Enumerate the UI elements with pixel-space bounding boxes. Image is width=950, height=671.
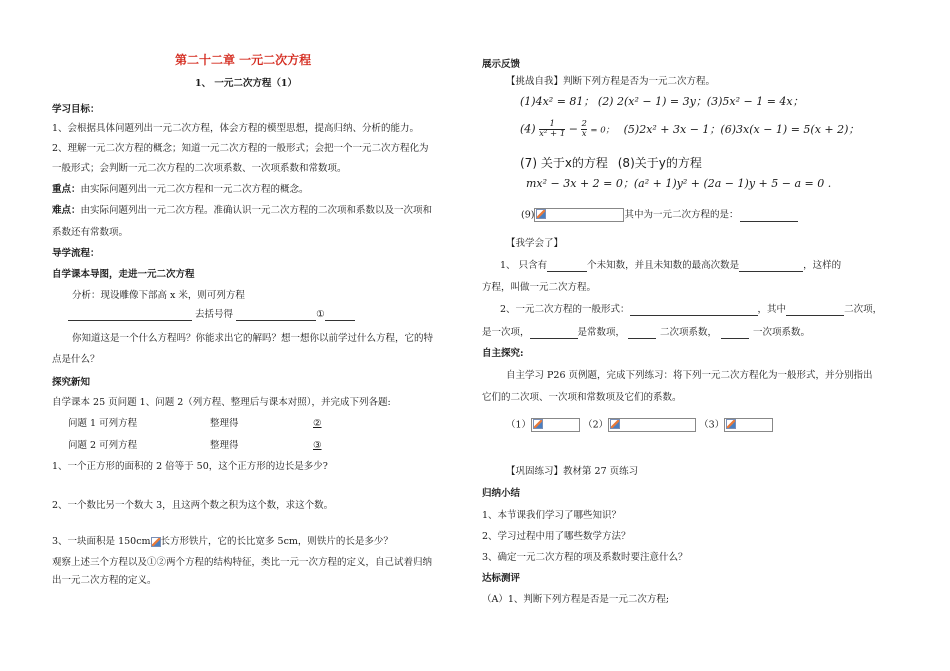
learned-line-3 [482,327,810,339]
objective-2: 2、理解一元二次方程的概念；知道一元二次方程的一般形式；会把一个一元二次方程化为 [52,143,429,154]
learned-3a: 是一次项， [482,327,530,338]
embedded-equation-icon [536,209,546,219]
learned-2b: ，其中 [757,304,787,315]
question-2: 2、一个数比另一个数大 3，且这两个数之积为这个数，求这个数。 [52,500,334,511]
explore-heading: 自主探究: [482,348,524,359]
eq4-fraction-2-den: x [581,129,587,139]
equation-5-6: (5)2x² + 3x − 1；(6)3x(x − 1) = 5(x + 2)； [623,122,860,136]
key-label: 重点： [52,184,81,195]
summary-2: 2、学习过程中用了哪些数学方法？ [482,531,631,542]
box-2-label: （2） [583,419,609,431]
eq4-fraction-2 [581,120,586,139]
answer-blank[interactable] [236,310,316,321]
bracket-line [68,309,355,321]
equation-9-line [521,208,798,222]
exercise-boxes [506,418,773,432]
embedded-equation-box[interactable] [531,418,580,432]
key-point [52,184,309,196]
equation-9-label: (9) [521,209,535,221]
question-cont: 点是什么？ [52,354,100,365]
learned-2a: 2、一元二次方程的一般形式： [500,304,630,315]
question-3 [52,536,393,548]
explore-heading: 探究新知 [52,377,91,388]
eq4-fraction-1 [539,120,565,139]
circle-3: ③ [313,440,322,451]
embedded-equation-icon [726,419,736,429]
eq4-fraction-2-num: 2 [581,119,587,129]
equation-row-4: mx² − 3x + 2 = 0；(a² + 1)y² + (2a − 1)y + 5 − a = 0 . [526,177,832,190]
bracket-label: 去括号得 [195,309,234,320]
answer-blank[interactable] [786,305,844,316]
learned-1a: 1、 只含有 [500,260,548,271]
objectives-heading: 学习目标： [52,104,100,115]
learned-3d: 一次项系数。 [753,327,811,338]
problem-1-label: 问题 1 可列方程 [68,418,138,429]
box-1-label: （1） [506,419,532,431]
answer-blank[interactable] [628,328,656,339]
test-heading: 达标测评 [482,573,521,584]
circle-1: ① [316,309,325,320]
observe-cont: 出一元二次方程的定义。 [52,575,157,586]
objective-2-cont: 一般形式；会判断一元二次方程的二次项系数、一次项系数和常数项。 [52,163,347,174]
question-3-part-a: 3、一块面积是 150cm [52,536,151,547]
embedded-equation-box[interactable] [724,418,773,432]
eq4-fraction-1-den: x² + 1 [539,129,566,139]
embedded-equation-icon[interactable] [151,537,161,547]
answer-blank[interactable] [547,261,587,272]
learned-line-1 [500,260,841,272]
problem-2-tidy: 整理得 [210,440,239,451]
consolidate-text: 【巩固练习】教材第 27 页练习 [506,466,639,477]
box-3-label: （3） [699,419,725,431]
objective-1: 1、会根据具体问题列出一元二次方程，体会方程的模型思想，提高归纳、分析的能力。 [52,123,420,134]
circle-2: ② [313,418,322,429]
equation-8-label: (8)关于y的方程 [617,156,702,170]
answer-blank[interactable] [325,310,355,321]
answer-blank[interactable] [68,310,192,321]
eq4-minus: − [568,122,578,136]
answer-blank[interactable] [740,211,798,222]
question-1: 1、一个正方形的面积的 2 倍等于 50，这个正方形的边长是多少? [52,461,328,472]
question-3-part-b: 长方形铁片，它的长比宽多 5cm，则铁片的长是多少？ [160,536,393,547]
chapter-title: 第二十二章 一元二次方程 [175,53,312,67]
challenge-instructions: 【挑战自我】判断下列方程是否为一元二次方程。 [506,76,716,87]
eq4-prefix: (4) [520,122,536,136]
answer-blank[interactable] [739,261,803,272]
problem-1-tidy: 整理得 [210,418,239,429]
equation-row-3 [520,156,702,170]
learned-1d: 方程，叫做一元二次方程。 [482,282,597,293]
equation-row-1: (1)4x² = 81； (2) 2(x² − 1) = 3y；(3)5x² − 1 = 4x； [520,95,804,108]
embedded-equation-box[interactable] [608,418,696,432]
key-text: 由实际问题列出一元二次方程和一元二次方程的概念。 [80,184,309,195]
answer-blank[interactable] [721,328,749,339]
eq4-suffix: = 0； [590,125,615,136]
summary-3: 3、确定一元二次方程的项及系数时要注意什么？ [482,552,688,563]
equation-7-label: (7) 关于x的方程 [520,156,608,170]
test-a: （A）1、判断下列方程是否是一元二次方程; [482,594,670,605]
embedded-equation-icon [610,419,620,429]
embedded-equation-icon [533,419,543,429]
eq4-fraction-1-num: 1 [539,120,565,130]
self-study-instructions: 自学课本 25 页问题 1、问题 2（列方程、整理后与课本对照），并完成下列各题: [52,397,391,408]
answer-blank[interactable] [530,328,578,339]
difficulty-cont: 系数还有常数项。 [52,227,129,238]
learned-heading: 【我学会了】 [506,238,564,249]
summary-1: 1、本节课我们学习了哪些知识？ [482,510,622,521]
learned-3b: 是常数项， [577,327,626,338]
explore-text-1: 自主学习 P26 页例题，完成下列练习：将下列一元二次方程化为一般形式，并分别指出 [506,370,873,381]
analysis-text: 分析：现设雕像下部高 x 米，则可列方程 [72,290,245,301]
section-title: 1、 一元二次方程（1） [195,78,298,89]
embedded-equation-box[interactable] [534,208,624,222]
question-text: 你知道这是一个什么方程吗？你能求出它的解吗？想一想你以前学过什么方程，它的特 [72,333,434,344]
equation-row-2 [520,120,859,139]
summary-heading: 归纳小结 [482,488,521,499]
guide-heading: 导学流程： [52,248,100,259]
hard-label: 难点： [52,205,81,216]
hard-text: 由实际问题列出一元二次方程。准确认识一元二次方程的二次项和系数以及一次项和 [80,205,433,216]
self-study-heading: 自学课本导图，走进一元二次方程 [52,269,195,280]
learned-1c: ，这样的 [803,260,842,271]
equation-9-text: 其中为一元二次方程的是： [624,209,739,221]
explore-text-2: 它们的二次项、一次项和常数项及它们的系数。 [482,392,682,403]
observe-text: 观察上述三个方程以及①②两个方程的结构特征，类比一元一次方程的定义，自己试着归纳 [52,557,433,568]
learned-2c: 二次项， [844,304,883,315]
learned-line-2 [500,304,882,316]
learned-3c: 二次项系数， [660,327,718,338]
learned-1b: 个未知数，并且未知数的最高次数是 [587,260,740,271]
answer-blank[interactable] [630,305,758,316]
difficulty-point [52,205,432,217]
feedback-heading: 展示反馈 [482,59,521,70]
problem-2-label: 问题 2 可列方程 [68,440,138,451]
